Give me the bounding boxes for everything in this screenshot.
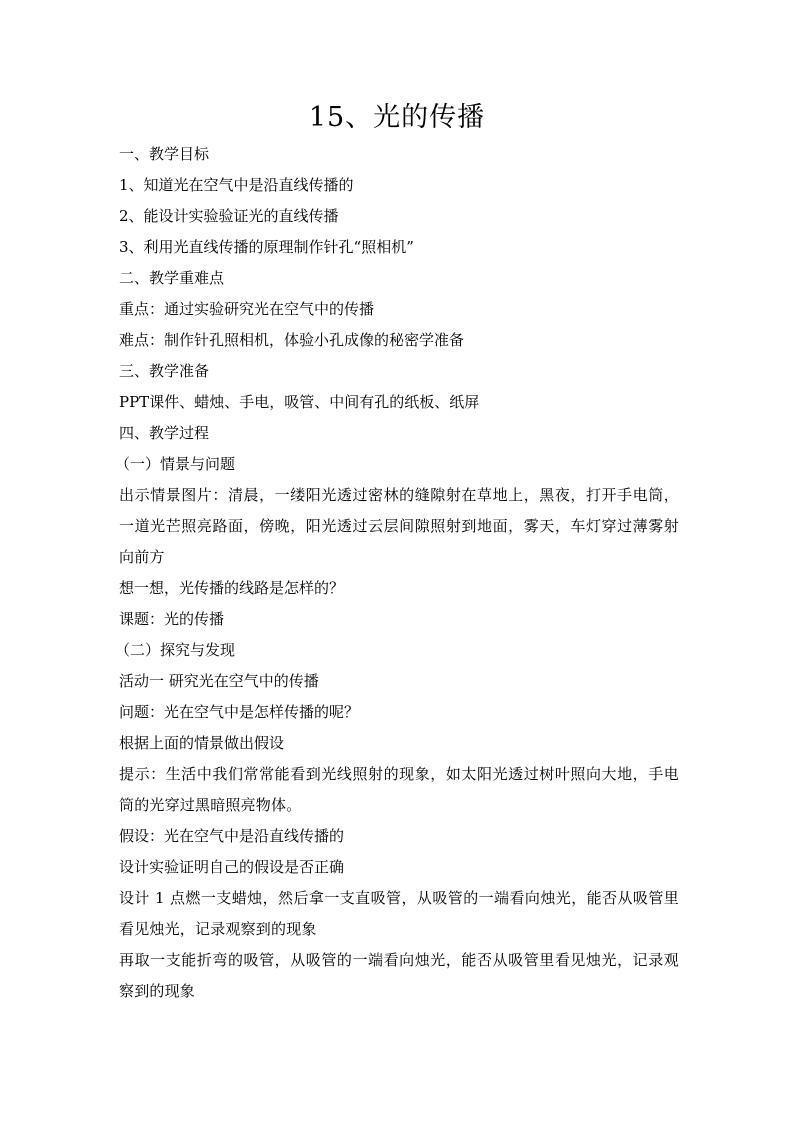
section-heading-key-points: 二、教学重难点: [119, 269, 225, 287]
hypothesis-prompt: 根据上面的情景做出假设: [119, 734, 285, 752]
document-body: [115, 139, 679, 1007]
objective-item: 2、能设计实验验证光的直线传播: [119, 207, 339, 225]
section-heading-objectives: 一、教学目标: [119, 145, 210, 163]
key-point-text: 重点：通过实验研究光在空气中的传播: [119, 300, 375, 318]
think-question: 想一想，光传播的线路是怎样的？: [119, 579, 345, 597]
difficulty-text: 难点：制作针孔照相机，体验小孔成像的秘密学准备: [119, 331, 465, 349]
section-heading-preparation: 三、教学准备: [119, 362, 210, 380]
materials-text: PPT课件、蜡烛、手电，吸管、中间有孔的纸板、纸屏: [119, 393, 480, 411]
activity-heading: 活动一 研究光在空气中的传播: [119, 672, 319, 690]
question-text: 问题：光在空气中是怎样传播的呢？: [119, 703, 360, 721]
hint-paragraph: 提示：生活中我们常常能看到光线照射的现象，如太阳光透过树叶照向大地，手电筒的光穿过黑暗照亮物体。: [119, 765, 679, 814]
design-1-paragraph: 设计 1 点燃一支蜡烛，然后拿一支直吸管，从吸管的一端看向烛光，能否从吸管里看见烛光，记录观察到的现象: [119, 889, 679, 938]
section-heading-process: 四、教学过程: [119, 424, 210, 442]
subsection-heading-exploration: （二）探究与发现: [115, 641, 236, 659]
objective-item: 3、利用光直线传播的原理制作针孔“照相机”: [119, 238, 414, 256]
page-title: 15、光的传播: [308, 102, 486, 133]
scenario-paragraph: 出示情景图片：清晨，一缕阳光透过密林的缝隙射在草地上，黑夜，打开手电筒，一道光芒照亮路面，傍晚，阳光透过云层间隙照射到地面，雾天，车灯穿过薄雾射向前方: [119, 486, 679, 566]
hypothesis-text: 假设：光在空气中是沿直线传播的: [119, 827, 345, 845]
experiment-design-prompt: 设计实验证明自己的假设是否正确: [119, 858, 345, 876]
lesson-topic: 课题：光的传播: [119, 610, 225, 628]
objective-item: 1、知道光在空气中是沿直线传播的: [119, 176, 354, 194]
subsection-heading-scenario: （一）情景与问题: [115, 455, 236, 473]
design-1-followup-paragraph: 再取一支能折弯的吸管，从吸管的一端看向烛光，能否从吸管里看见烛光，记录观察到的现象: [119, 951, 679, 1000]
